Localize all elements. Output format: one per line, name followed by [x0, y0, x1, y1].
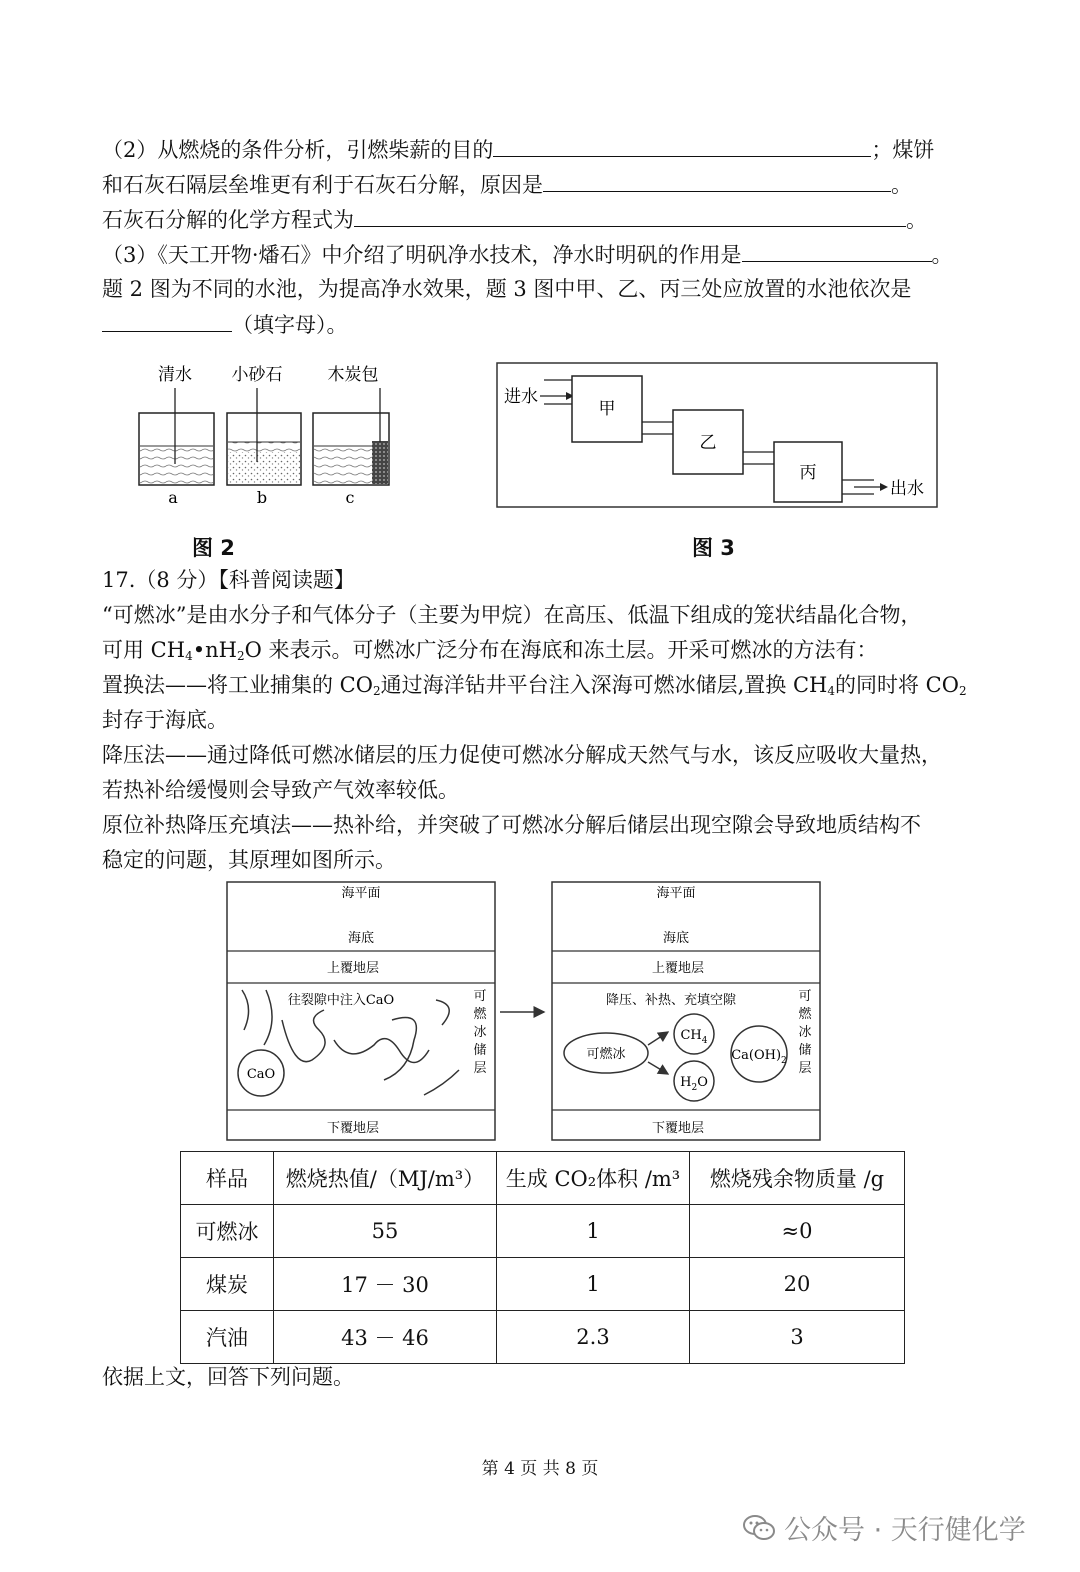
- figure-2-pools: [130, 358, 400, 516]
- answer-blank-2[interactable]: [543, 169, 891, 192]
- q17-p3-line1: 降压法——通过降低可燃冰储层的压力促使可燃冰分解成天然气与水，该反应吸收大量热，: [102, 743, 942, 767]
- answer-blank-5[interactable]: [102, 309, 232, 332]
- pool-c-label: 木炭包: [327, 365, 379, 385]
- pool-b: [227, 388, 301, 485]
- table-cell: 1: [497, 1258, 690, 1311]
- table-cell: 43 － 46: [274, 1311, 497, 1364]
- q3-text-1a: （3）《天工开物·燔石》中介绍了明矾净水技术，净水时明矾的作用是: [102, 243, 742, 267]
- q3-line-3: [102, 309, 348, 340]
- q17-heading: 17.（8 分）【科普阅读题】: [102, 568, 355, 592]
- subscript: 2: [372, 684, 381, 698]
- table-header: 生成 CO₂体积 /m³: [497, 1152, 690, 1205]
- subscript: 2: [958, 684, 967, 698]
- subscript: 4: [827, 684, 835, 698]
- table-cell: 汽油: [181, 1311, 274, 1364]
- wechat-icon: [742, 1513, 776, 1543]
- table-header: 样品: [181, 1152, 274, 1205]
- lower-layer-label-right: 下覆地层: [651, 1121, 705, 1136]
- figure-3-caption: 图 3: [692, 536, 735, 560]
- answer-blank-3[interactable]: [354, 204, 906, 227]
- table-cell: ≈0: [690, 1205, 905, 1258]
- decompress-note: 降压、补热、充填空隙: [605, 993, 737, 1008]
- table-header: 燃烧残余物质量 /g: [690, 1152, 905, 1205]
- table-cell: 2.3: [497, 1311, 690, 1364]
- watermark: [742, 1508, 1026, 1547]
- ch4-label: $CH_4$: [680, 1028, 708, 1046]
- q17-p4-line1: 原位补热降压充填法——热补给，并突破了可燃冰分解后储层出现空隙会导致地质结构不: [102, 813, 921, 837]
- table-cell: 3: [690, 1311, 905, 1364]
- upper-layer-label: 上覆地层: [326, 961, 380, 976]
- table-row: [181, 1311, 905, 1364]
- q17-p3-line2: 若热补给缓慢则会导致产气效率较低。: [102, 778, 459, 802]
- pool-a-label: 清水: [158, 365, 192, 385]
- pool-a: [139, 388, 214, 485]
- pool-c-letter: c: [345, 488, 355, 507]
- inlet-label: 进水: [504, 387, 538, 407]
- pool-c: [313, 388, 389, 485]
- pool-b-label: 小砂石: [231, 365, 283, 385]
- watermark-text: 公众号 · 天行健化学: [784, 1515, 1026, 1546]
- answer-blank-1[interactable]: [493, 134, 871, 157]
- sea-level-label-right: 海平面: [656, 886, 696, 901]
- q17-p1-line2: [102, 635, 877, 671]
- figure-2-caption: 图 2: [192, 536, 235, 560]
- q2-text-1b: ；煤饼: [871, 138, 935, 162]
- inject-cao-note: 往裂隙中注入CaO: [287, 993, 395, 1008]
- formula-text: 可用 CH: [102, 638, 186, 662]
- box-jia-label: 甲: [598, 399, 616, 419]
- seabed-label-right: 海底: [662, 931, 690, 946]
- table-cell: 20: [690, 1258, 905, 1311]
- diagram-right-panel: [552, 882, 820, 1140]
- box-yi-label: 乙: [699, 433, 717, 453]
- table-row: [181, 1205, 905, 1258]
- table-header: 燃烧热值/（MJ/m³）: [274, 1152, 497, 1205]
- table-cell: 煤炭: [181, 1258, 274, 1311]
- q2-line-2: [102, 169, 912, 200]
- answer-blank-4[interactable]: [742, 239, 932, 262]
- q17-after-table: 依据上文，回答下列问题。: [102, 1365, 354, 1389]
- q2-text-1a: （2）从燃烧的条件分析，引燃柴薪的目的: [102, 138, 494, 162]
- q2-text-2b: 。: [891, 173, 912, 197]
- q2-text-3a: 石灰石分解的化学方程式为: [102, 208, 354, 232]
- lower-layer-label: 下覆地层: [326, 1121, 380, 1136]
- q17-p2-line1: [102, 670, 967, 706]
- p2-text: 通过海洋钻井平台注入深海可燃冰储层,置换 CH: [380, 673, 828, 697]
- page-footer: 第 4 页 共 8 页: [481, 1459, 599, 1479]
- figure-3-flow: [496, 362, 940, 510]
- q2-line-1: [102, 134, 934, 165]
- formula-text: •nH: [192, 638, 237, 662]
- formula-text: O 来表示。可燃冰广泛分布在海底和冻土层。开采可燃冰的方法有：: [244, 638, 878, 662]
- seabed-label: 海底: [347, 931, 375, 946]
- sea-level-label: 海平面: [341, 886, 381, 901]
- upper-layer-label-right: 上覆地层: [651, 961, 705, 976]
- q2-text-2a: 和石灰石隔层垒堆更有利于石灰石分解，原因是: [102, 173, 543, 197]
- mining-diagram: [224, 880, 824, 1144]
- h2o-label: $H_2O$: [680, 1075, 708, 1093]
- q3-text-1b: 。: [931, 243, 953, 267]
- q3-line-2: [102, 274, 911, 304]
- cao-label: CaO: [246, 1067, 276, 1082]
- ice-label: 可燃冰: [586, 1047, 626, 1062]
- table-cell: 可燃冰: [181, 1205, 274, 1258]
- q3-text-3b: （填字母）。: [232, 313, 348, 337]
- box-bing-label: 丙: [799, 463, 817, 483]
- p2-text: 的同时将 CO: [834, 673, 959, 697]
- table-row: [181, 1258, 905, 1311]
- q3-line-1: [102, 239, 953, 270]
- p2-text: 置换法——将工业捕集的 CO: [102, 673, 373, 697]
- pool-b-letter: b: [256, 488, 268, 507]
- table-header-row: [181, 1152, 905, 1205]
- reservoir-label-right: 可燃冰储层: [798, 989, 812, 1076]
- table-cell: 55: [274, 1205, 497, 1258]
- q3-text-2: 题 2 图为不同的水池，为提高净水效果，题 3 图中甲、乙、丙三处应放置的水池依次是: [102, 277, 912, 301]
- q17-p4-line2: 稳定的问题，其原理如图所示。: [102, 848, 396, 872]
- caoh2-label: $Ca(OH)_2$: [731, 1048, 787, 1066]
- subscript: 2: [236, 649, 245, 663]
- table-cell: 17 － 30: [274, 1258, 497, 1311]
- reservoir-label-left: 可燃冰储层: [473, 989, 487, 1076]
- table-cell: 1: [497, 1205, 690, 1258]
- fuel-comparison-table: [180, 1151, 905, 1364]
- q2-text-3b: 。: [906, 208, 927, 232]
- subscript: 4: [185, 649, 193, 663]
- q2-line-3: [102, 204, 927, 235]
- q17-p1-line1: “可燃冰”是由水分子和气体分子（主要为甲烷）在高压、低温下组成的笼状结晶化合物，: [102, 603, 922, 627]
- q17-p2-line2: 封存于海底。: [102, 708, 228, 732]
- outlet-label: 出水: [890, 479, 924, 499]
- pool-a-letter: a: [168, 488, 178, 507]
- diagram-left-panel: [227, 882, 495, 1140]
